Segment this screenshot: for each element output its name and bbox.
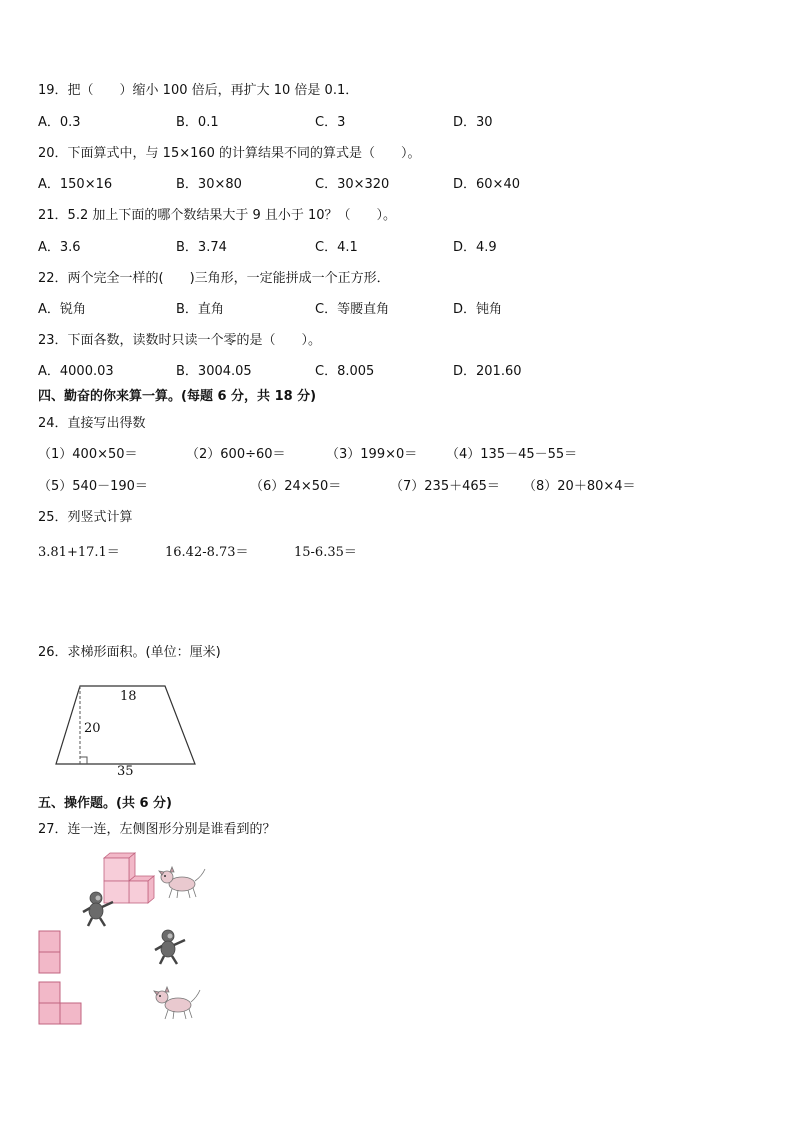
q21-option-a[interactable]: A．3.6 <box>38 240 81 255</box>
q22-stem: 22．两个完全一样的( )三角形，一定能拼成一个正方形． <box>38 271 390 286</box>
q24-item-3: （3）199×0＝ <box>326 447 418 462</box>
q25-item-2: 16.42-8.73＝ <box>165 545 249 560</box>
q22-option-a[interactable]: A．锐角 <box>38 302 86 317</box>
q27-stem: 27．连一连，左侧图形分别是谁看到的？ <box>38 822 276 837</box>
q25-item-1: 3.81+17.1＝ <box>38 545 120 560</box>
q25-item-3: 15-6.35＝ <box>294 545 357 560</box>
q24-item-8: （8）20＋80×4＝ <box>523 479 636 494</box>
dog-icon <box>158 866 208 900</box>
q23-stem: 23．下面各数，读数时只读一个零的是（ ）。 <box>38 333 322 348</box>
q24-stem: 24．直接写出得数 <box>38 416 146 431</box>
q24-item-4: （4）135－45－55＝ <box>446 447 578 462</box>
q23-option-d[interactable]: D．201.60 <box>453 364 522 379</box>
q25-stem: 25．列竖式计算 <box>38 510 133 525</box>
q24-item-1: （1）400×50＝ <box>38 447 138 462</box>
q24-item-7: （7）235＋465＝ <box>390 479 500 494</box>
q20-option-c[interactable]: C．30×320 <box>315 177 390 192</box>
q20-option-a[interactable]: A．150×16 <box>38 177 113 192</box>
q19-option-a[interactable]: A．0.3 <box>38 115 81 130</box>
q22-option-b[interactable]: B．直角 <box>176 302 224 317</box>
q24-item-5: （5）540－190＝ <box>38 479 148 494</box>
q20-option-d[interactable]: D．60×40 <box>453 177 520 192</box>
view-two-stacked-squares[interactable] <box>38 930 62 974</box>
q22-option-c[interactable]: C．等腰直角 <box>315 302 390 317</box>
q20-option-b[interactable]: B．30×80 <box>176 177 242 192</box>
q21-option-b[interactable]: B．3.74 <box>176 240 227 255</box>
right-angle-mark <box>80 757 87 764</box>
trapezoid-bottom-label: 35 <box>117 764 134 779</box>
q19-option-d[interactable]: D．30 <box>453 115 493 130</box>
q19-option-c[interactable]: C．3 <box>315 115 346 130</box>
q26-stem: 26．求梯形面积。(单位：厘米) <box>38 645 221 660</box>
q19-stem: 19．把（ ）缩小 100 倍后，再扩大 10 倍是 0.1． <box>38 83 359 98</box>
trapezoid-top-label: 18 <box>120 689 137 704</box>
monkey-option-icon[interactable] <box>152 928 188 966</box>
q21-stem: 21．5.2 加上下面的哪个数结果大于 9 且小于 10？（ ）。 <box>38 208 397 223</box>
section5-title: 五、操作题。(共 6 分) <box>38 796 172 811</box>
monkey-icon <box>80 890 116 928</box>
q23-option-b[interactable]: B．3004.05 <box>176 364 252 379</box>
q19-option-b[interactable]: B．0.1 <box>176 115 219 130</box>
q21-option-d[interactable]: D．4.9 <box>453 240 497 255</box>
q24-item-6: （6）24×50＝ <box>250 479 342 494</box>
q21-option-c[interactable]: C．4.1 <box>315 240 358 255</box>
q20-stem: 20．下面算式中，与 15×160 的计算结果不同的算式是（ ）。 <box>38 146 421 161</box>
section4-title: 四、勤奋的你来算一算。(每题 6 分，共 18 分) <box>38 389 317 404</box>
view-l-shape[interactable] <box>38 981 83 1025</box>
trapezoid-height-label: 20 <box>84 721 101 736</box>
q22-option-d[interactable]: D．钝角 <box>453 302 503 317</box>
dog-option-icon[interactable] <box>152 986 202 1022</box>
q23-option-a[interactable]: A．4000.03 <box>38 364 114 379</box>
q24-item-2: （2）600÷60＝ <box>186 447 286 462</box>
q23-option-c[interactable]: C．8.005 <box>315 364 375 379</box>
